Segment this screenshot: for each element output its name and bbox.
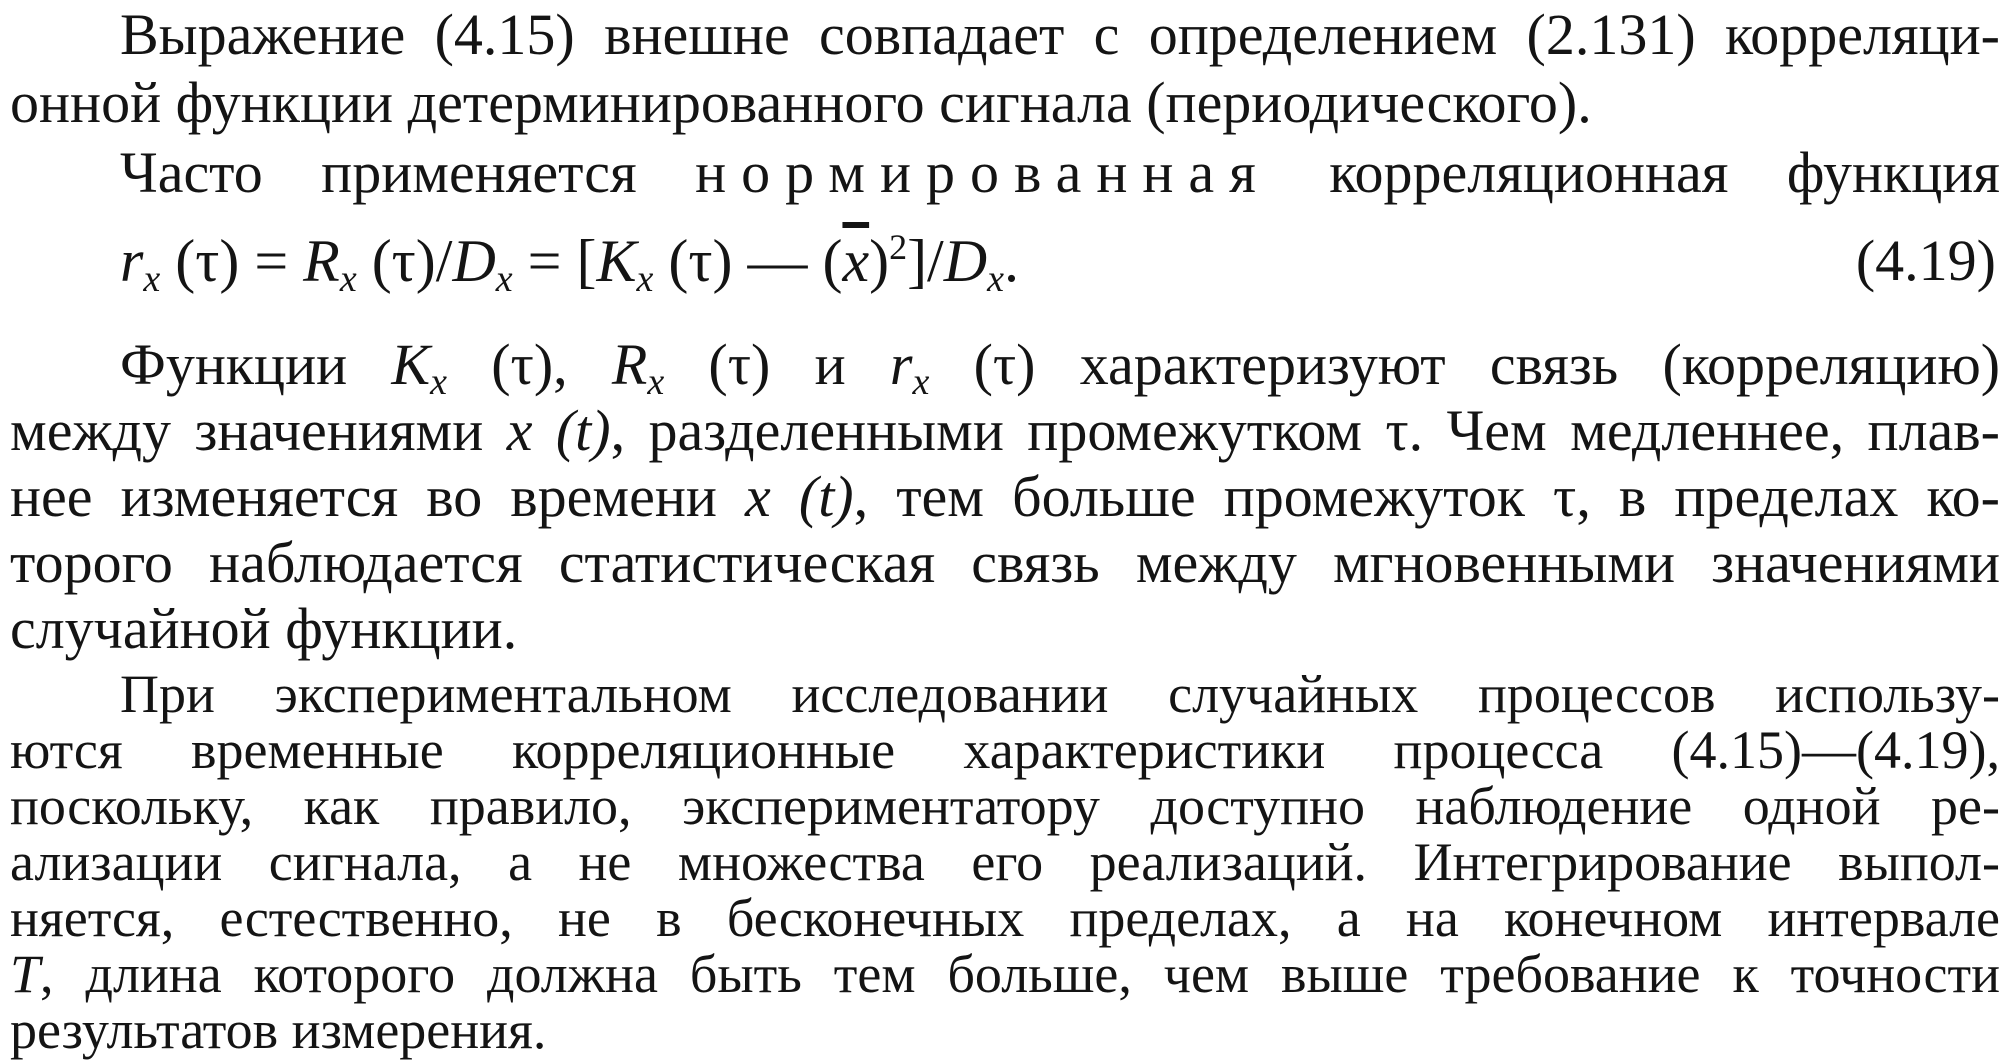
text-line bbox=[10, 944, 2000, 1006]
formula-subscript: x bbox=[143, 258, 161, 300]
variable: T bbox=[10, 944, 41, 1004]
text-line bbox=[10, 332, 2000, 402]
text-span: корреляционная функция bbox=[1329, 140, 2000, 205]
text-line bbox=[10, 140, 2000, 210]
text-line bbox=[10, 464, 2000, 534]
text-span: поскольку, как правило, экспериментатору доступно наблюдение одной ре- bbox=[10, 776, 2000, 836]
formula-op: = bbox=[239, 228, 304, 294]
formula-symbol: r bbox=[120, 228, 144, 294]
formula-symbol: K bbox=[596, 228, 637, 294]
formula-symbol: R bbox=[303, 228, 340, 294]
text-line bbox=[10, 1000, 2000, 1062]
formula-symbol: R bbox=[611, 332, 648, 397]
formula-subscript: x bbox=[339, 258, 357, 300]
formula-subscript: x bbox=[987, 258, 1004, 300]
text-span: ются временные корреляционные характеристики процесса (4.15)—(4.19), bbox=[10, 720, 2000, 780]
formula-arg: (τ) bbox=[175, 228, 240, 294]
text-span: Часто применяется bbox=[120, 140, 637, 205]
text-line bbox=[10, 530, 2000, 600]
text-line bbox=[10, 776, 2000, 838]
text-line bbox=[10, 664, 2000, 726]
formula-op: . bbox=[1003, 228, 1019, 294]
formula-inline bbox=[889, 332, 1036, 402]
text-span: результатов измерения. bbox=[10, 1000, 547, 1060]
text-line bbox=[10, 832, 2000, 894]
formula-4-19 bbox=[120, 226, 1019, 300]
formula-arg: (τ) bbox=[371, 228, 436, 294]
text-span: При экспериментальном исследовании случайных процессов использу- bbox=[120, 664, 2000, 724]
formula-op: ) bbox=[869, 228, 890, 294]
equation-number: (4.19) bbox=[1855, 228, 1996, 293]
formula-symbol: D bbox=[452, 228, 496, 294]
formula-inline bbox=[611, 332, 771, 402]
formula-inline: $K_x$ (τ), bbox=[391, 332, 568, 402]
text-span: между значениями bbox=[10, 398, 484, 463]
text-span: , тем больше промежуток τ, в пределах ко- bbox=[853, 464, 2000, 529]
text-span: характеризуют связь (корреляцию) bbox=[1079, 332, 2000, 397]
formula-symbol: K bbox=[391, 332, 431, 397]
text-span: торого наблюдается статистическая связь между мгновенными значениями bbox=[10, 530, 2000, 595]
formula-subscript: x bbox=[636, 258, 654, 300]
formula-superscript: 2 bbox=[889, 227, 908, 267]
formula-arg: (τ) bbox=[491, 332, 554, 397]
formula-arg: (τ) bbox=[668, 228, 733, 294]
formula-subscript: x bbox=[647, 361, 665, 402]
formula-op: ]/ bbox=[907, 228, 944, 294]
text-line bbox=[10, 720, 2000, 782]
text-span: , длина которого должна быть тем больше, чем выше требование к точности bbox=[40, 944, 2000, 1004]
text-span: , разделенными промежутком τ. Чем медленнее, плав- bbox=[610, 398, 2000, 463]
text-span: случайной функции. bbox=[10, 596, 518, 661]
text-span: нее изменяется во времени bbox=[10, 464, 717, 529]
text-line bbox=[10, 70, 2000, 140]
text-span: няется, естественно, не в бесконечных пределах, а на конечном интервале bbox=[10, 888, 2000, 948]
text-line bbox=[10, 2, 2000, 72]
formula-symbol: r bbox=[889, 332, 913, 397]
text-span: ализации сигнала, а не множества его реализаций. Интегрирование выпол- bbox=[10, 832, 2000, 892]
formula-arg: (τ) bbox=[708, 332, 771, 397]
formula-subscript: x bbox=[430, 361, 447, 402]
text-span: Выражение (4.15) внешне совпадает с определением (2.131) корреляци- bbox=[120, 2, 2000, 67]
variable: x (t) bbox=[506, 398, 611, 463]
text-line bbox=[10, 596, 2000, 666]
emphasis-text: нормированная bbox=[695, 140, 1271, 205]
formula-subscript: x bbox=[912, 361, 930, 402]
variable: x (t) bbox=[745, 464, 854, 529]
formula-op: = [ bbox=[512, 228, 597, 294]
formula-symbol: D bbox=[943, 228, 988, 294]
text-span: и bbox=[814, 332, 846, 397]
formula-subscript: x bbox=[495, 258, 513, 300]
formula-op: — ( bbox=[732, 228, 843, 294]
text-span: онной функции детерминированного сигнала (периодического). bbox=[10, 70, 1592, 135]
text-line bbox=[10, 888, 2000, 950]
formula-mean: $\overline{x}$ bbox=[842, 228, 870, 294]
formula-op: / bbox=[435, 228, 453, 294]
text-line bbox=[10, 398, 2000, 468]
formula-arg: (τ) bbox=[973, 332, 1036, 397]
text-span: Функции bbox=[120, 332, 348, 397]
